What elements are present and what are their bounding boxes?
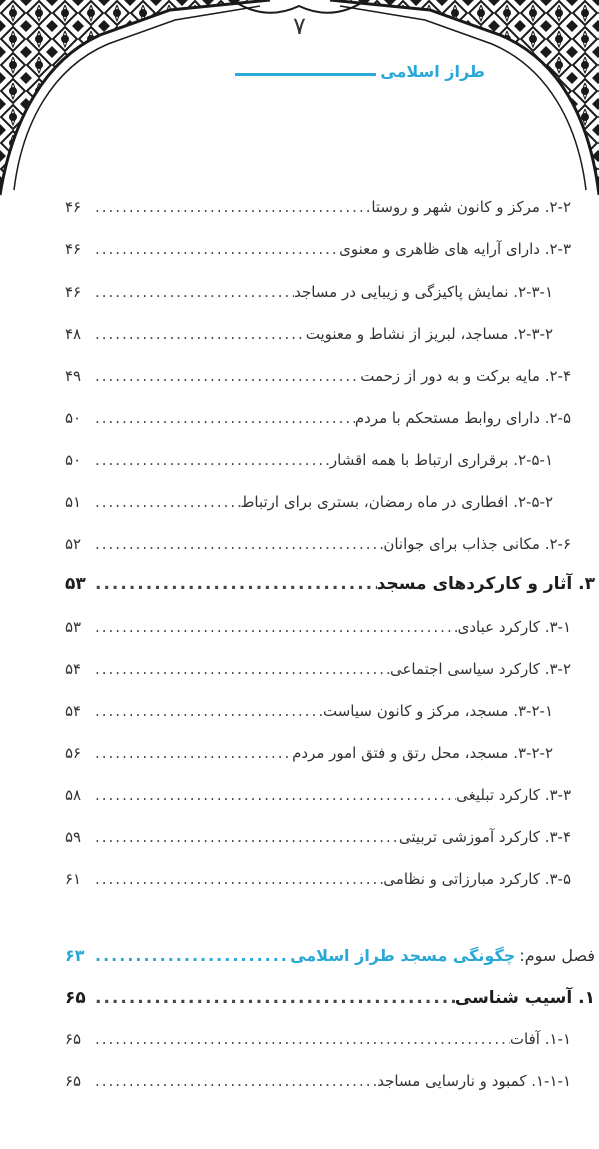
toc-entry-page: ۵۲ — [65, 535, 82, 553]
page-number: ۷ — [293, 12, 306, 40]
dot-leader — [89, 828, 399, 846]
dot-leader — [89, 660, 390, 678]
dot-leader — [89, 240, 339, 258]
toc-entry — [65, 660, 571, 678]
toc-entry-title: ۳-۳. کارکرد تبلیغی — [456, 786, 571, 804]
toc-entry-title: ۱-۱-۱. کمبود و نارسایی مساجد — [377, 1072, 571, 1090]
dot-leader — [89, 988, 455, 1008]
toc-entry-page: ۴۸ — [65, 325, 82, 343]
dot-leader — [89, 574, 377, 594]
dot-leader — [89, 946, 290, 965]
toc-entry — [65, 409, 571, 427]
dot-leader — [89, 493, 241, 511]
toc-entry-page: ۴۶ — [65, 283, 82, 301]
dot-leader — [89, 618, 458, 636]
toc-entry-title: ۳. آثار و کارکردهای مسجد — [376, 574, 595, 594]
dot-leader — [89, 535, 383, 553]
toc-entry-title: ۲-۳. دارای آرایه های ظاهری و معنوی — [339, 240, 571, 258]
toc-entry-page: ۵۰ — [65, 451, 82, 469]
toc-entry — [65, 1072, 571, 1090]
toc-entry-page: ۵۴ — [65, 660, 82, 678]
dot-leader — [89, 325, 306, 343]
toc-entry-title: ۲-۳-۱. نمایش پاکیزگی و زیبایی در مساجد — [294, 283, 553, 301]
toc-entry-page: ۶۵ — [65, 1030, 82, 1048]
toc-entry-page: ۵۳ — [65, 618, 82, 636]
dot-leader — [89, 451, 330, 469]
dot-leader — [89, 702, 323, 720]
toc-entry — [65, 618, 571, 636]
toc-entry-page: ۵۳ — [65, 574, 86, 594]
toc-entry-title: ۲-۵. دارای روابط مستحکم با مردم — [354, 409, 571, 427]
dot-leader — [89, 1072, 377, 1090]
toc-entry-title: ۳-۲. کارکرد سیاسی اجتماعی — [389, 660, 571, 678]
toc-entry-title: ۲-۴. مایه برکت و به دور از زحمت — [360, 367, 571, 385]
toc-entry-title: ۲-۲. مرکز و کانون شهر و روستا — [371, 198, 571, 216]
toc-entry — [65, 1030, 571, 1048]
toc-entry-title: ۳-۵. کارکرد مبارزاتی و نظامی — [383, 870, 571, 888]
toc-entry — [65, 702, 553, 720]
toc-entry-title: ۳-۴. کارکرد آموزشی تربیتی — [398, 828, 571, 846]
toc-entry-page: ۴۶ — [65, 240, 82, 258]
toc-entry — [65, 493, 553, 511]
toc-entry-page: ۵۹ — [65, 828, 82, 846]
toc-entry-title: ۲-۶. مکانی جذاب برای جوانان — [383, 535, 571, 553]
toc-entry-page: ۵۱ — [65, 493, 82, 511]
toc-entry-page: ۶۱ — [65, 870, 82, 888]
toc-chapter-heading — [65, 946, 595, 965]
toc-entry — [65, 367, 571, 385]
toc-entry — [65, 283, 553, 301]
toc-entry-title: ۳-۲-۱. مسجد، مرکز و کانون سیاست — [322, 702, 553, 720]
toc-entry — [65, 786, 571, 804]
toc-entry-page: ۶۵ — [65, 1072, 82, 1090]
toc-entry-page: ۵۸ — [65, 786, 82, 804]
toc-entry-title: ۱-۱. آفات — [509, 1030, 571, 1048]
toc-entry-title: ۲-۵-۲. افطاری در ماه رمضان، بستری برای ارتباط — [240, 493, 553, 511]
dot-leader — [89, 786, 456, 804]
chapter-title: چگونگی مسجد طراز اسلامی — [290, 946, 516, 965]
toc-section-heading — [65, 988, 595, 1008]
chapter-page: ۶۳ — [65, 946, 85, 965]
dot-leader — [89, 409, 355, 427]
dot-leader — [89, 283, 294, 301]
dot-leader — [89, 1030, 510, 1048]
toc-entry-page: ۴۶ — [65, 198, 82, 216]
toc-entry — [65, 744, 553, 762]
toc-entry — [65, 198, 571, 216]
toc-entry — [65, 870, 571, 888]
dot-leader — [89, 198, 371, 216]
toc-entry-page: ۵۴ — [65, 702, 82, 720]
dot-leader — [89, 367, 360, 385]
dot-leader — [89, 744, 292, 762]
toc-entry-title: ۲-۳-۲. مساجد، لبریز از نشاط و معنویت — [305, 325, 553, 343]
running-header — [235, 62, 485, 86]
chapter-label: فصل سوم: — [519, 946, 595, 965]
toc-entry-title: ۳-۱. کارکرد عبادی — [457, 618, 571, 636]
toc-entry-page: ۴۹ — [65, 367, 82, 385]
toc-entry-page: ۵۶ — [65, 744, 82, 762]
toc-entry — [65, 325, 553, 343]
toc-entry — [65, 451, 553, 469]
running-header-title: طراز اسلامی — [376, 62, 485, 81]
toc-entry — [65, 240, 571, 258]
toc-entry — [65, 828, 571, 846]
toc-entry-title: ۳-۲-۲. مسجد، محل رتق و فتق امور مردم — [292, 744, 553, 762]
dot-leader — [89, 870, 383, 888]
toc-entry-title: ۱. آسیب شناسی — [454, 988, 595, 1008]
toc-entry-page: ۶۵ — [65, 988, 86, 1008]
toc-entry-title: ۲-۵-۱. برقراری ارتباط با همه اقشار — [329, 451, 553, 469]
toc-entry-page: ۵۰ — [65, 409, 82, 427]
toc-section-heading — [65, 574, 595, 594]
toc-entry — [65, 535, 571, 553]
